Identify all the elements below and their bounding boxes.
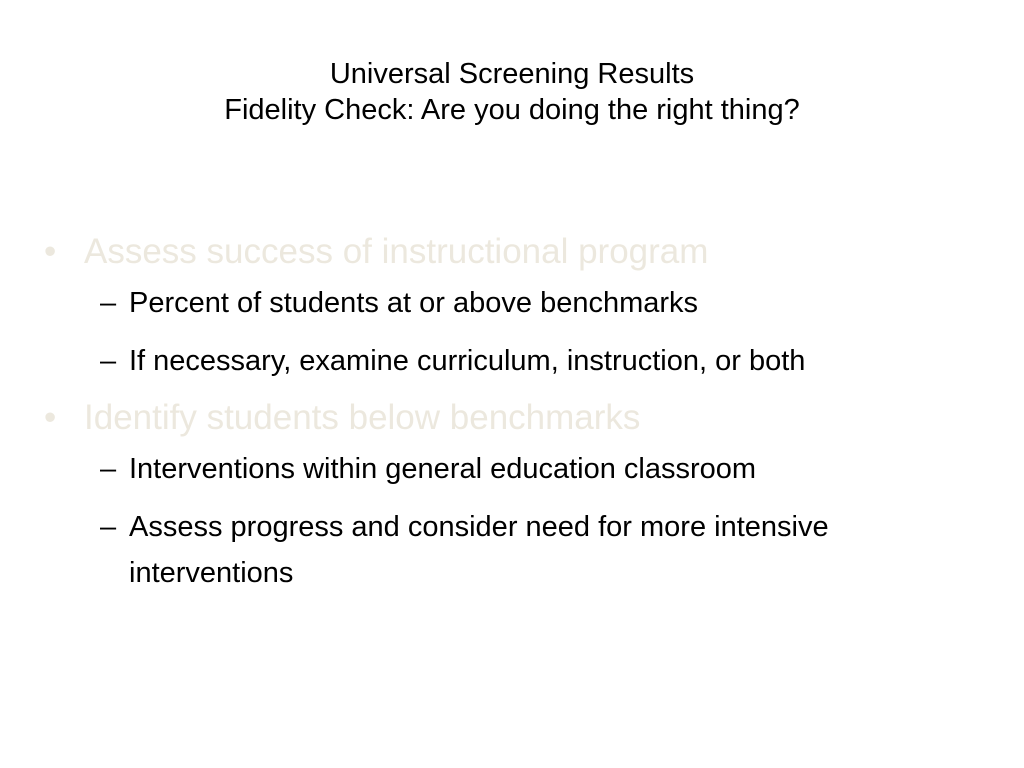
title-line-2: Fidelity Check: Are you doing the right thing? (224, 94, 800, 126)
dash-icon: – (100, 453, 117, 485)
bullet-assess-success (44, 230, 964, 274)
sub-item-text: Interventions within general education classroom (129, 453, 757, 485)
sub-item-text: Percent of students at or above benchmarks (129, 287, 699, 319)
sub-item-percent-students (44, 280, 964, 326)
slide-body (44, 230, 964, 608)
sub-item-interventions-classroom (44, 446, 964, 492)
sub-item-text: If necessary, examine curriculum, instruction, or both (129, 345, 806, 377)
bullet-icon: • (44, 398, 57, 437)
sub-item-assess-progress (44, 504, 964, 596)
bullet-text: Identify students below benchmarks (84, 398, 641, 437)
sub-item-text: Assess progress and consider need for more intensive interventions (129, 511, 829, 589)
bullet-identify-students (44, 396, 964, 440)
sub-item-examine-curriculum (44, 338, 964, 384)
bullet-icon: • (44, 232, 57, 271)
slide-title (60, 56, 964, 128)
title-line-1: Universal Screening Results (329, 58, 695, 90)
dash-icon: – (100, 287, 117, 319)
dash-icon: – (100, 345, 117, 377)
bullet-text: Assess success of instructional program (84, 232, 709, 271)
dash-icon: – (100, 511, 117, 543)
